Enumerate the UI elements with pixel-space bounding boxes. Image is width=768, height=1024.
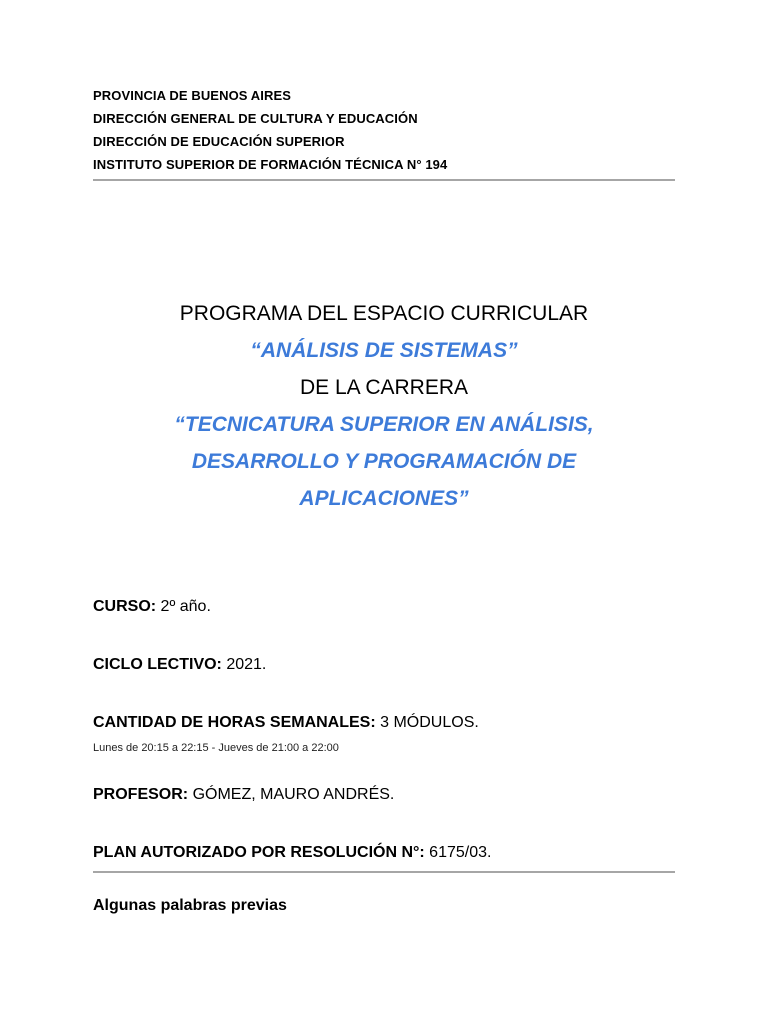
header-divider — [93, 179, 675, 181]
title-career-intro: DE LA CARRERA — [299, 376, 469, 399]
title-career-line-3: APLICACIONES” — [299, 487, 469, 510]
profesor-label: PROFESOR: — [93, 786, 189, 803]
field-ciclo-lectivo — [93, 655, 713, 675]
field-plan-resolucion — [93, 843, 713, 863]
header-line-institute: INSTITUTO SUPERIOR DE FORMACIÓN TÉCNICA N° 194 — [93, 157, 448, 172]
program-title — [0, 295, 768, 517]
field-horas-semanales — [93, 713, 713, 733]
ciclo-label: CICLO LECTIVO: — [93, 656, 222, 673]
title-subject: “ANÁLISIS DE SISTEMAS” — [250, 339, 518, 362]
header-line-direction-general: DIRECCIÓN GENERAL DE CULTURA Y EDUCACIÓN — [93, 111, 418, 126]
profesor-value: GÓMEZ, MAURO ANDRÉS. — [188, 786, 395, 803]
field-curso — [93, 597, 713, 617]
plan-label: PLAN AUTORIZADO POR RESOLUCIÓN N°: — [93, 844, 425, 861]
header-line-direction-superior: DIRECCIÓN DE EDUCACIÓN SUPERIOR — [93, 134, 345, 149]
section-heading: Algunas palabras previas — [93, 897, 287, 914]
curso-label: CURSO: — [93, 598, 157, 615]
section-divider — [93, 871, 675, 873]
title-career-line-2: DESARROLLO Y PROGRAMACIÓN DE — [191, 450, 577, 473]
horas-value: 3 MÓDULOS. — [375, 714, 479, 731]
ciclo-value: 2021. — [221, 656, 267, 673]
curso-value: 2º año. — [156, 598, 211, 615]
horario-detail: Lunes de 20:15 a 22:15 - Jueves de 21:00 a 22:00 — [93, 742, 339, 754]
plan-value: 6175/03. — [424, 844, 492, 861]
title-program-line: PROGRAMA DEL ESPACIO CURRICULAR — [179, 302, 589, 325]
horas-label: CANTIDAD DE HORAS SEMANALES: — [93, 714, 376, 731]
header-line-province: PROVINCIA DE BUENOS AIRES — [93, 88, 292, 103]
field-profesor — [93, 785, 713, 805]
title-career-line-1: “TECNICATURA SUPERIOR EN ANÁLISIS, — [174, 413, 594, 436]
institution-header — [93, 84, 693, 176]
